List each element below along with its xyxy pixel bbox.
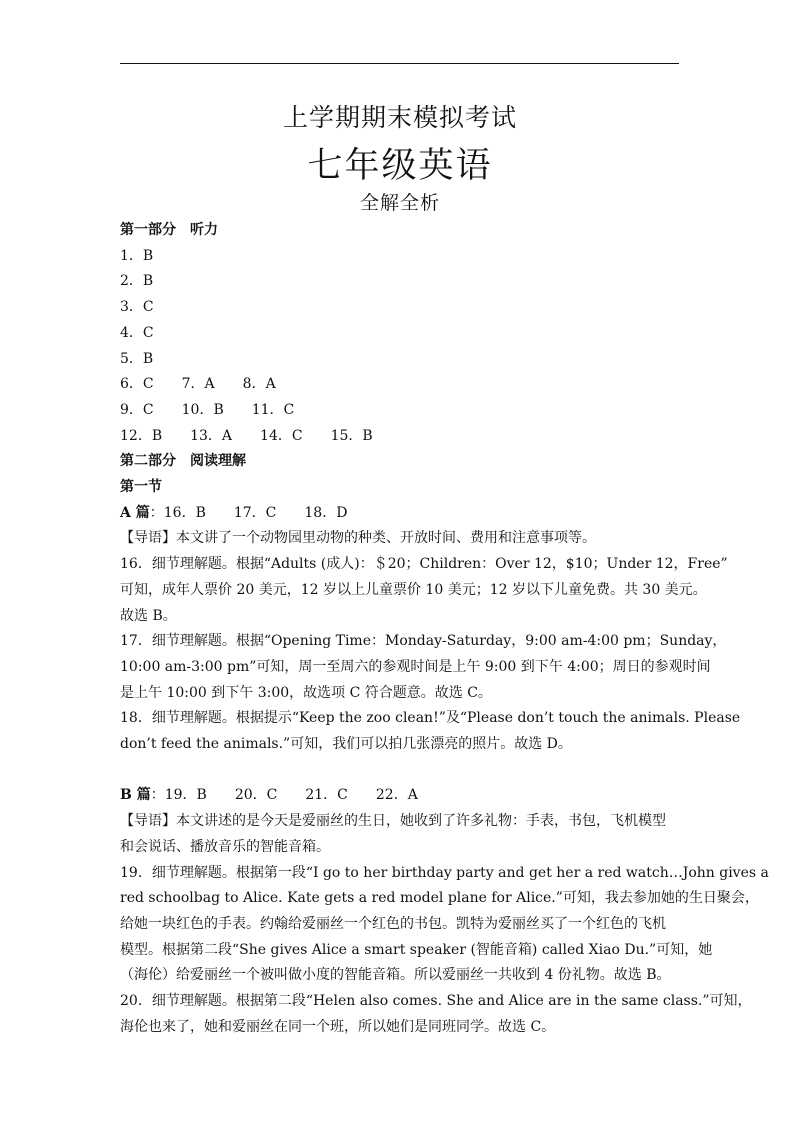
- q17-line-2: 10:00 am-3:00 pm”可知，周一至周六的参观时间是上午 9:00 到下午 4:00；周日的参观时间: [120, 658, 711, 675]
- passage-b-label: B 篇: [120, 787, 151, 804]
- answer-8: 8．A: [242, 376, 276, 393]
- answer-11: 11．C: [251, 401, 295, 418]
- answer-13: 13．A: [190, 427, 233, 444]
- q19-line-5: （海伦）给爱丽丝一个被叫做小度的智能音箱。所以爱丽丝一共收到 4 份礼物。故选 B。: [120, 967, 671, 984]
- answer-14: 14．C: [260, 427, 303, 444]
- q18-line-1: 18．细节理解题。根据提示“Keep the zoo clean!”及“Please don’t touch the animals. Please: [120, 710, 741, 727]
- q20-line-2: 海伦也来了，她和爱丽丝在同一个班，所以她们是同班同学。故选 C。: [120, 1018, 556, 1035]
- answer-15: 15．B: [330, 427, 373, 444]
- analysis-title: 全解全析: [359, 192, 440, 214]
- answer-row-9-11: [120, 398, 680, 424]
- exam-title: 七年级英语: [307, 146, 493, 186]
- part1-heading: 第一部分 听力: [120, 222, 218, 238]
- spacer: [120, 758, 680, 784]
- passage-a-answers: [120, 501, 680, 527]
- answer-10: 10．B: [181, 401, 224, 418]
- passage-a-answer-list: ：16．B 17．C 18．D: [149, 504, 348, 521]
- document-body: [120, 218, 769, 1040]
- q16-line-2: 可知，成年人票价 20 美元，12 岁以上儿童票价 10 美元；12 岁以下儿童免费。共 30 美元。: [120, 581, 707, 598]
- q19-line-4: 模型。根据第二段“She gives Alice a smart speaker (智能音箱) called Xiao Du.”可知，她: [120, 941, 713, 958]
- q17-line-1: 17．细节理解题。根据“Opening Time：Monday-Saturday，9:00 am-4:00 pm；Sunday，: [120, 633, 727, 650]
- passage-a-guide: 【导语】本文讲了一个动物园里动物的种类、开放时间、费用和注意事项等。: [120, 530, 596, 547]
- passage-b-guide-1: 【导语】本文讲述的是今天是爱丽丝的生日，她收到了许多礼物：手表，书包，飞机模型: [120, 813, 666, 830]
- q17-line-3: 是上午 10:00 到下午 3:00，故选项 C 符合题意。故选 C。: [120, 684, 492, 701]
- answer-3: 3．C: [120, 299, 154, 316]
- answer-row-12-15: [120, 424, 680, 450]
- answer-9: 9．C: [120, 401, 154, 418]
- exam-subtitle: 上学期期末模拟考试: [282, 103, 517, 132]
- part2-heading: 第二部分 阅读理解: [120, 453, 246, 470]
- passage-b-answer-list: ：19．B 20．C 21．C 22．A: [150, 787, 418, 804]
- answer-row-6-8: [120, 372, 680, 398]
- answer-7: 7．A: [181, 376, 215, 393]
- passage-b-guide-2: 和会说话、播放音乐的智能音箱。: [120, 838, 330, 855]
- q19-line-1: 19．细节理解题。根据第一段“I go to her birthday party and get her a red watch…John gives a: [120, 864, 769, 881]
- q16-line-1: 16．细节理解题。根据“Adults (成人)：＄20；Children：Over 12，$10；Under 12，Free”: [120, 556, 728, 573]
- answer-12: 12．B: [120, 427, 163, 444]
- answer-2: 2．B: [120, 273, 154, 290]
- answer-6: 6．C: [120, 376, 154, 393]
- q19-line-2: red schoolbag to Alice. Kate gets a red model plane for Alice.”可知，我去参加她的生日聚会，: [120, 890, 759, 907]
- section-heading: 第一节: [120, 479, 162, 496]
- q19-line-3: 给她一块红色的手表。约翰给爱丽丝一个红色的书包。凯特为爱丽丝买了一个红色的飞机: [120, 915, 666, 932]
- answer-5: 5．B: [120, 350, 154, 367]
- q18-line-2: don’t feed the animals.”可知，我们可以拍几张漂亮的照片。故选 D。: [120, 736, 572, 753]
- passage-b-answers: [120, 783, 680, 809]
- q16-line-3: 故选 B。: [120, 607, 177, 624]
- answer-4: 4．C: [120, 324, 154, 341]
- q20-line-1: 20．细节理解题。根据第二段“Helen also comes. She and Alice are in the same class.”可知，: [120, 993, 752, 1010]
- top-rule: [120, 63, 679, 64]
- passage-a-label: A 篇: [120, 504, 150, 521]
- answer-1: 1．B: [120, 247, 154, 264]
